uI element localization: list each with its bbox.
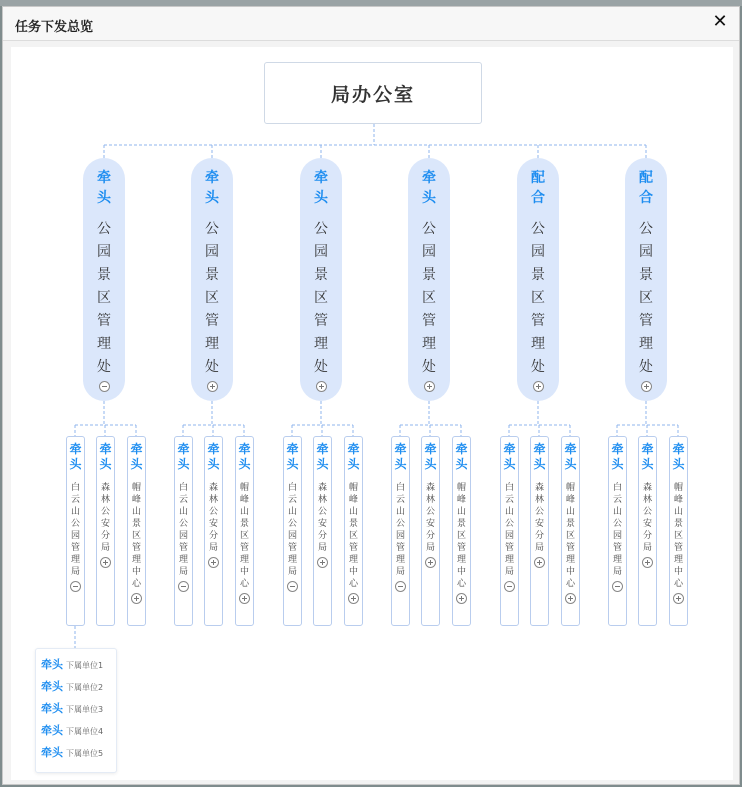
department-name: 公园景区管理处 (639, 221, 653, 375)
department-role: 牵头 (314, 170, 328, 206)
unit-name: 帽峰山景区管理中心 (348, 483, 358, 589)
unit-name: 帽峰山景区管理中心 (673, 483, 683, 589)
unit-name: 帽峰山景区管理中心 (131, 483, 141, 589)
expand-icon[interactable] (239, 593, 250, 604)
subunit-item[interactable] (36, 744, 116, 766)
unit-node[interactable] (500, 436, 519, 626)
unit-node[interactable] (530, 436, 549, 626)
unit-name: 白云山公园管理局 (178, 483, 188, 577)
expand-icon[interactable] (100, 557, 111, 568)
unit-role: 牵头 (99, 442, 112, 471)
unit-node[interactable] (283, 436, 302, 626)
unit-name: 森林公安分局 (100, 483, 110, 553)
expand-icon[interactable] (316, 381, 327, 392)
subunit-item[interactable] (36, 722, 116, 744)
expand-icon[interactable] (456, 593, 467, 604)
unit-role: 牵头 (611, 442, 624, 471)
unit-node[interactable] (421, 436, 440, 626)
dialog-header (3, 7, 739, 41)
expand-icon[interactable] (642, 557, 653, 568)
unit-role: 牵头 (424, 442, 437, 471)
tree-connectors (11, 47, 733, 780)
close-icon[interactable]: ✕ (712, 11, 728, 32)
expand-icon[interactable] (348, 593, 359, 604)
unit-role: 牵头 (69, 442, 82, 471)
unit-node[interactable] (391, 436, 410, 626)
department-node[interactable] (625, 158, 667, 401)
unit-node[interactable] (452, 436, 471, 626)
unit-role: 牵头 (503, 442, 516, 471)
unit-name: 森林公安分局 (534, 483, 544, 553)
department-name: 公园景区管理处 (97, 221, 111, 375)
department-name: 公园景区管理处 (205, 221, 219, 375)
root-node[interactable]: 局办公室 (264, 62, 482, 124)
unit-node[interactable] (608, 436, 627, 626)
unit-role: 牵头 (207, 442, 220, 471)
unit-role: 牵头 (286, 442, 299, 471)
unit-role: 牵头 (316, 442, 329, 471)
subunit-role: 牵头 (41, 746, 63, 759)
department-role: 牵头 (422, 170, 436, 206)
subunit-role: 牵头 (41, 658, 63, 671)
unit-role: 牵头 (130, 442, 143, 471)
collapse-icon[interactable] (504, 581, 515, 592)
department-node[interactable] (300, 158, 342, 401)
expand-icon[interactable] (424, 381, 435, 392)
department-role: 配合 (531, 170, 545, 206)
collapse-icon[interactable] (612, 581, 623, 592)
org-tree (11, 47, 733, 780)
unit-role: 牵头 (564, 442, 577, 471)
collapse-icon[interactable] (395, 581, 406, 592)
unit-name: 白云山公园管理局 (70, 483, 80, 577)
unit-name: 森林公安分局 (642, 483, 652, 553)
unit-node[interactable] (96, 436, 115, 626)
subunit-name: 下属单位1 (66, 661, 104, 670)
task-overview-dialog (2, 6, 740, 785)
unit-name: 森林公安分局 (425, 483, 435, 553)
expand-icon[interactable] (565, 593, 576, 604)
unit-name: 白云山公园管理局 (287, 483, 297, 577)
unit-role: 牵头 (533, 442, 546, 471)
department-role: 牵头 (97, 170, 111, 206)
unit-role: 牵头 (641, 442, 654, 471)
department-node[interactable] (408, 158, 450, 401)
subunit-role: 牵头 (41, 724, 63, 737)
subunit-name: 下属单位5 (66, 749, 104, 758)
expand-icon[interactable] (207, 381, 218, 392)
collapse-icon[interactable] (178, 581, 189, 592)
expand-icon[interactable] (131, 593, 142, 604)
unit-node[interactable] (235, 436, 254, 626)
subunit-item[interactable] (36, 700, 116, 722)
unit-node[interactable] (127, 436, 146, 626)
unit-node[interactable] (174, 436, 193, 626)
subunit-item[interactable] (36, 656, 116, 678)
unit-role: 牵头 (347, 442, 360, 471)
unit-role: 牵头 (238, 442, 251, 471)
collapse-icon[interactable] (287, 581, 298, 592)
unit-name: 帽峰山景区管理中心 (456, 483, 466, 589)
unit-name: 帽峰山景区管理中心 (565, 483, 575, 589)
subunit-name: 下属单位2 (66, 683, 104, 692)
unit-role: 牵头 (177, 442, 190, 471)
unit-node[interactable] (313, 436, 332, 626)
unit-name: 白云山公园管理局 (504, 483, 514, 577)
subunit-item[interactable] (36, 678, 116, 700)
department-node[interactable] (517, 158, 559, 401)
department-name: 公园景区管理处 (314, 221, 328, 375)
subunit-role: 牵头 (41, 680, 63, 693)
department-node[interactable] (191, 158, 233, 401)
subunit-name: 下属单位4 (66, 727, 104, 736)
expand-icon[interactable] (673, 593, 684, 604)
department-name: 公园景区管理处 (422, 221, 436, 375)
subunit-role: 牵头 (41, 702, 63, 715)
unit-node[interactable] (638, 436, 657, 626)
dialog-title: 任务下发总览 (15, 20, 94, 35)
collapse-icon[interactable] (70, 581, 81, 592)
expand-icon[interactable] (208, 557, 219, 568)
unit-role: 牵头 (394, 442, 407, 471)
collapse-icon[interactable] (99, 381, 110, 392)
expand-icon[interactable] (641, 381, 652, 392)
unit-name: 白云山公园管理局 (612, 483, 622, 577)
unit-name: 森林公安分局 (208, 483, 218, 553)
department-name: 公园景区管理处 (531, 221, 545, 375)
unit-name: 帽峰山景区管理中心 (239, 483, 249, 589)
unit-node[interactable] (561, 436, 580, 626)
department-role: 配合 (639, 170, 653, 206)
unit-name: 森林公安分局 (317, 483, 327, 553)
unit-role: 牵头 (672, 442, 685, 471)
department-node[interactable] (83, 158, 125, 401)
unit-node[interactable] (344, 436, 363, 626)
expand-icon[interactable] (425, 557, 436, 568)
unit-role: 牵头 (455, 442, 468, 471)
subunit-name: 下属单位3 (66, 705, 104, 714)
unit-node[interactable] (204, 436, 223, 626)
department-role: 牵头 (205, 170, 219, 206)
subunit-list (35, 648, 117, 773)
expand-icon[interactable] (317, 557, 328, 568)
unit-node[interactable] (669, 436, 688, 626)
expand-icon[interactable] (533, 381, 544, 392)
expand-icon[interactable] (534, 557, 545, 568)
unit-name: 白云山公园管理局 (395, 483, 405, 577)
unit-node[interactable] (66, 436, 85, 626)
